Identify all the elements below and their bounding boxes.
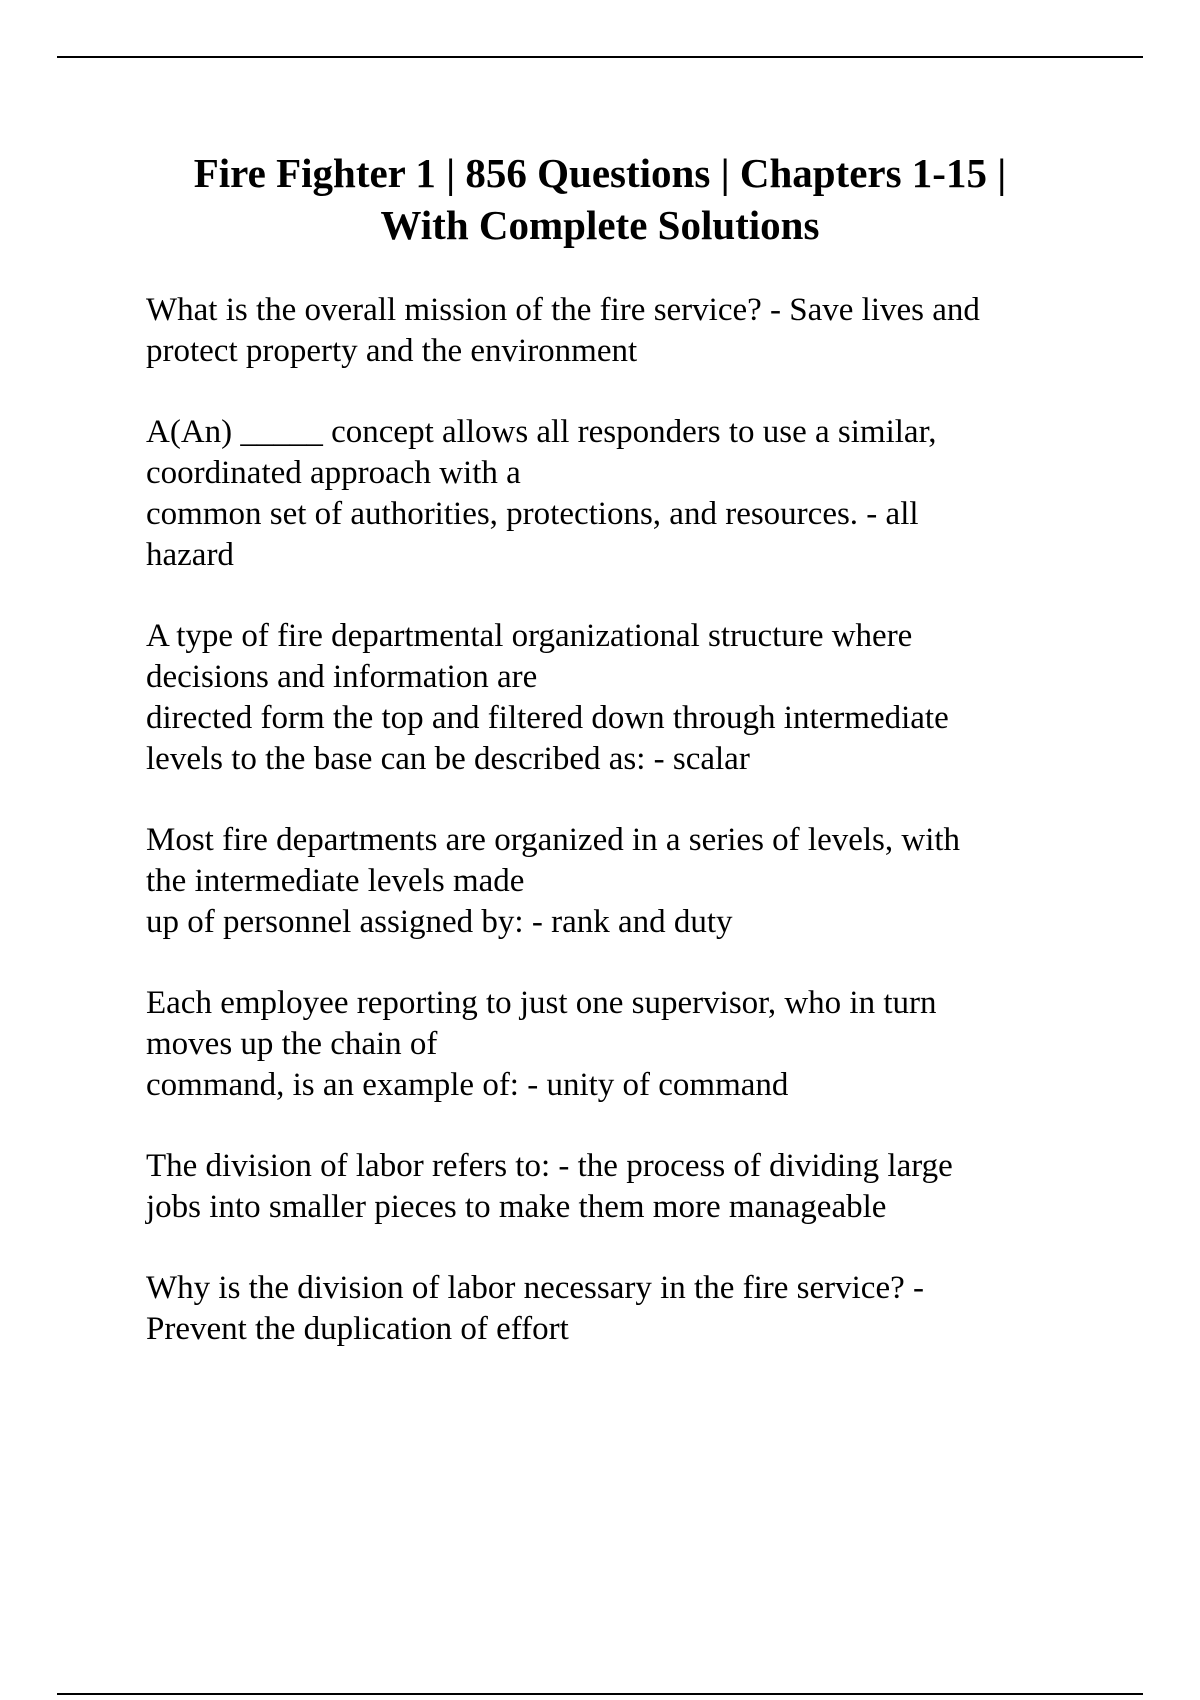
qa-item bbox=[146, 983, 1086, 1106]
qa-item bbox=[146, 290, 1086, 372]
qa-line: Most fire departments are organized in a series of levels, with bbox=[146, 822, 961, 858]
qa-line: hazard bbox=[146, 537, 234, 573]
qa-line: up of personnel assigned by: - rank and duty bbox=[146, 904, 733, 940]
qa-line: the intermediate levels made bbox=[146, 863, 525, 899]
qa-line: Prevent the duplication of effort bbox=[146, 1311, 569, 1347]
top-divider bbox=[57, 56, 1143, 58]
document-title bbox=[130, 147, 1070, 251]
qa-item bbox=[146, 1146, 1086, 1228]
qa-line: common set of authorities, protections, and resources. - all bbox=[146, 496, 919, 532]
qa-line: Each employee reporting to just one supervisor, who in turn bbox=[146, 985, 937, 1021]
qa-line: directed form the top and filtered down through intermediate bbox=[146, 700, 949, 736]
qa-line: jobs into smaller pieces to make them more manageable bbox=[146, 1189, 887, 1225]
qa-line: What is the overall mission of the fire service? - Save lives and bbox=[146, 292, 980, 328]
qa-item bbox=[146, 412, 1086, 576]
qa-line: levels to the base can be described as: - scalar bbox=[146, 741, 750, 777]
qa-line: coordinated approach with a bbox=[146, 455, 521, 491]
title-line: Fire Fighter 1 | 856 Questions | Chapters 1-15 | bbox=[193, 150, 1007, 196]
bottom-divider bbox=[57, 1693, 1143, 1695]
qa-line: command, is an example of: - unity of command bbox=[146, 1067, 789, 1103]
qa-list bbox=[146, 290, 1086, 1390]
qa-line: moves up the chain of bbox=[146, 1026, 438, 1062]
qa-item bbox=[146, 820, 1086, 943]
qa-line: A type of fire departmental organizational structure where bbox=[146, 618, 913, 654]
qa-line: A(An) _____ concept allows all responders to use a similar, bbox=[146, 414, 937, 450]
qa-item bbox=[146, 1268, 1086, 1350]
qa-line: Why is the division of labor necessary in the fire service? - bbox=[146, 1270, 924, 1306]
qa-item bbox=[146, 616, 1086, 780]
title-line: With Complete Solutions bbox=[380, 202, 820, 248]
qa-line: decisions and information are bbox=[146, 659, 538, 695]
qa-line: The division of labor refers to: - the process of dividing large bbox=[146, 1148, 953, 1184]
qa-line: protect property and the environment bbox=[146, 333, 638, 369]
